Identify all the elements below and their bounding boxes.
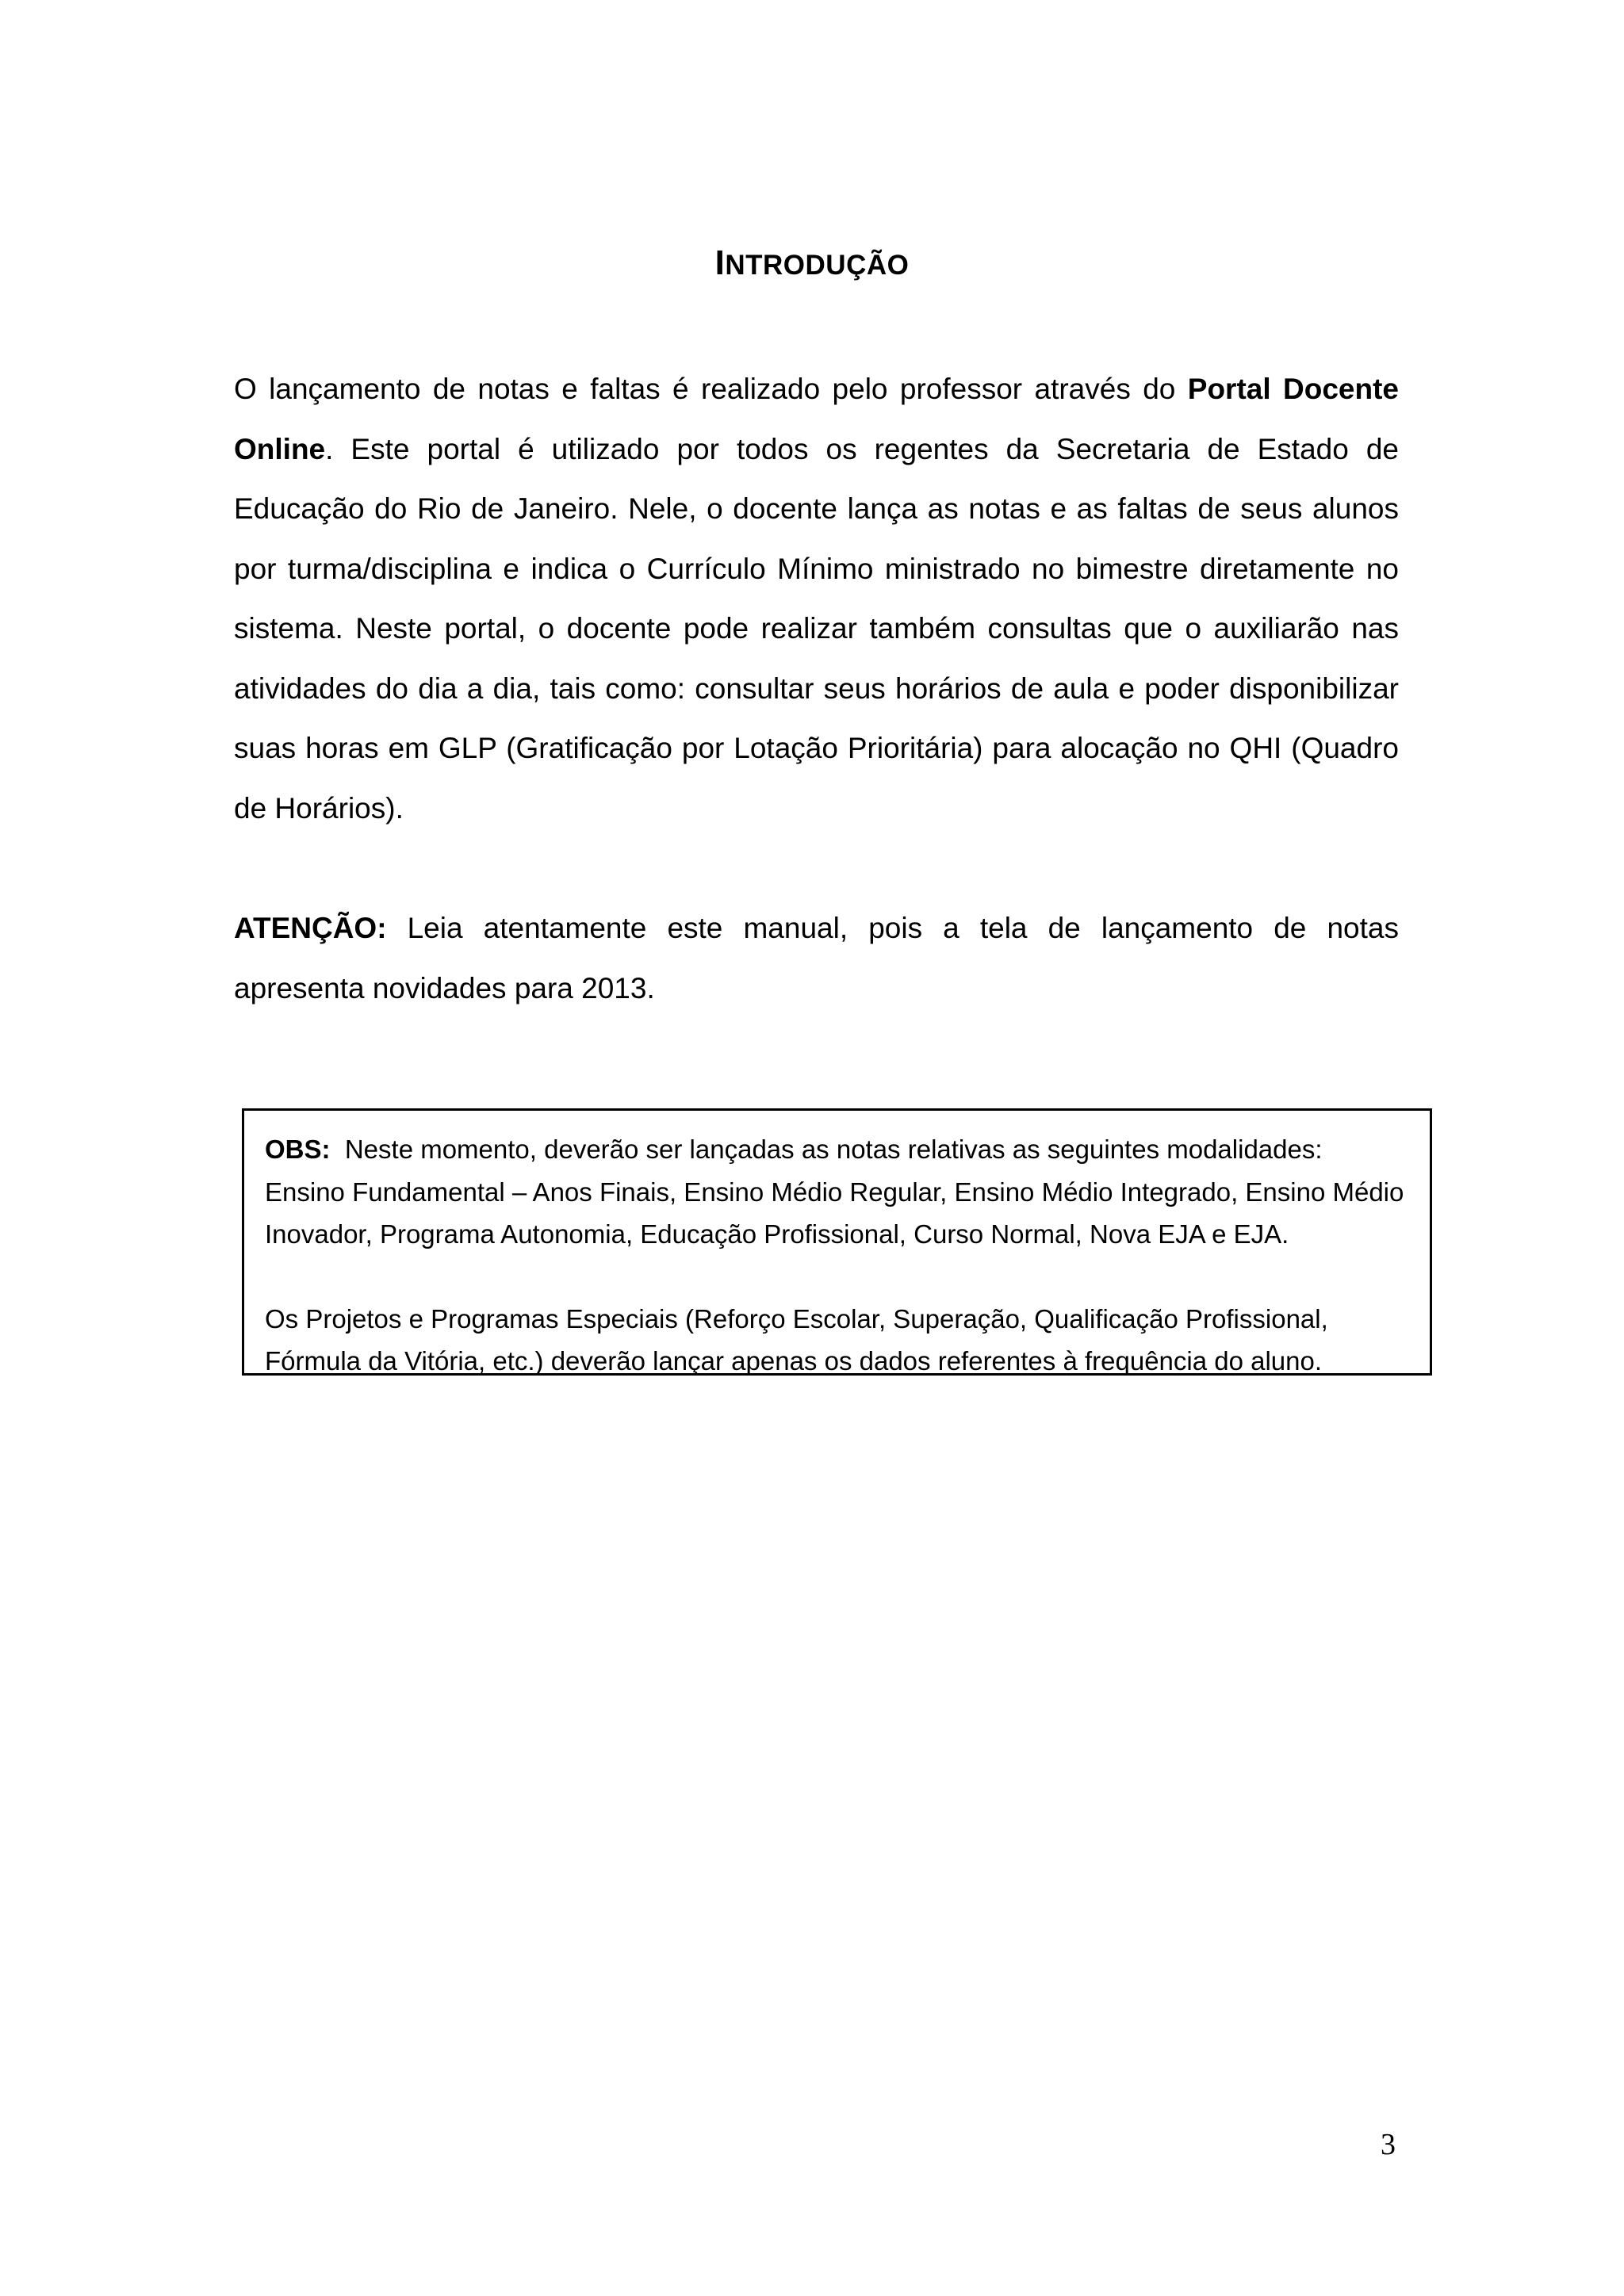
intro-text-start: O lançamento de notas e faltas é realizado pelo professor através do <box>234 373 1188 405</box>
obs-label: OBS: <box>265 1135 331 1164</box>
obs-second-paragraph: Os Projetos e Programas Especiais (Reforço Escolar, Superação, Qualificação Profissional, Fórmula da Vitória, etc.) deverão lançar apenas os dados referentes à frequência do aluno. <box>265 1303 1328 1376</box>
obs-paragraph <box>265 1128 1409 1256</box>
attention-text: Leia atentamente este manual, pois a tela de lançamento de notas apresenta novidades para 2013. <box>234 912 1399 1004</box>
page-title <box>0 243 1624 282</box>
intro-paragraph <box>234 359 1399 838</box>
obs-note-box <box>242 1108 1432 1376</box>
title-rest: NTRODUÇÃO <box>725 250 910 281</box>
attention-paragraph <box>234 898 1399 1018</box>
attention-label: ATENÇÃO: <box>234 912 387 944</box>
page-number: 3 <box>1381 2128 1396 2161</box>
intro-text-rest: . Este portal é utilizado por todos os regentes da Secretaria de Estado de Educação do Rio de Janeiro. Nele, o docente lança as notas e as faltas de seus alunos por turma/disciplina e indica o Currículo Mínimo ministrado no bimestre diretamente no sistema. Neste portal, o docente pode realizar também consultas que o auxiliarão nas atividades do dia a dia, tais como: consultar seus horários de aula e poder disponibilizar suas horas em GLP (Gratificação por Lotação Prioritária) para alocação no QHI (Quadro de Horários). <box>234 432 1399 825</box>
obs-text: Neste momento, deverão ser lançadas as notas relativas as seguintes modalidades: Ensino Fundamental – Anos Finais, Ensino Médio Regular, Ensino Médio Integrado, Ensino Médio Inovador, Programa Autonomia, Educação Profissional, Curso Normal, Nova EJA e EJA. <box>265 1135 1404 1249</box>
intro-bold-portal-name: Portal Docente Online <box>234 373 1399 465</box>
title-initial: I <box>714 243 726 282</box>
